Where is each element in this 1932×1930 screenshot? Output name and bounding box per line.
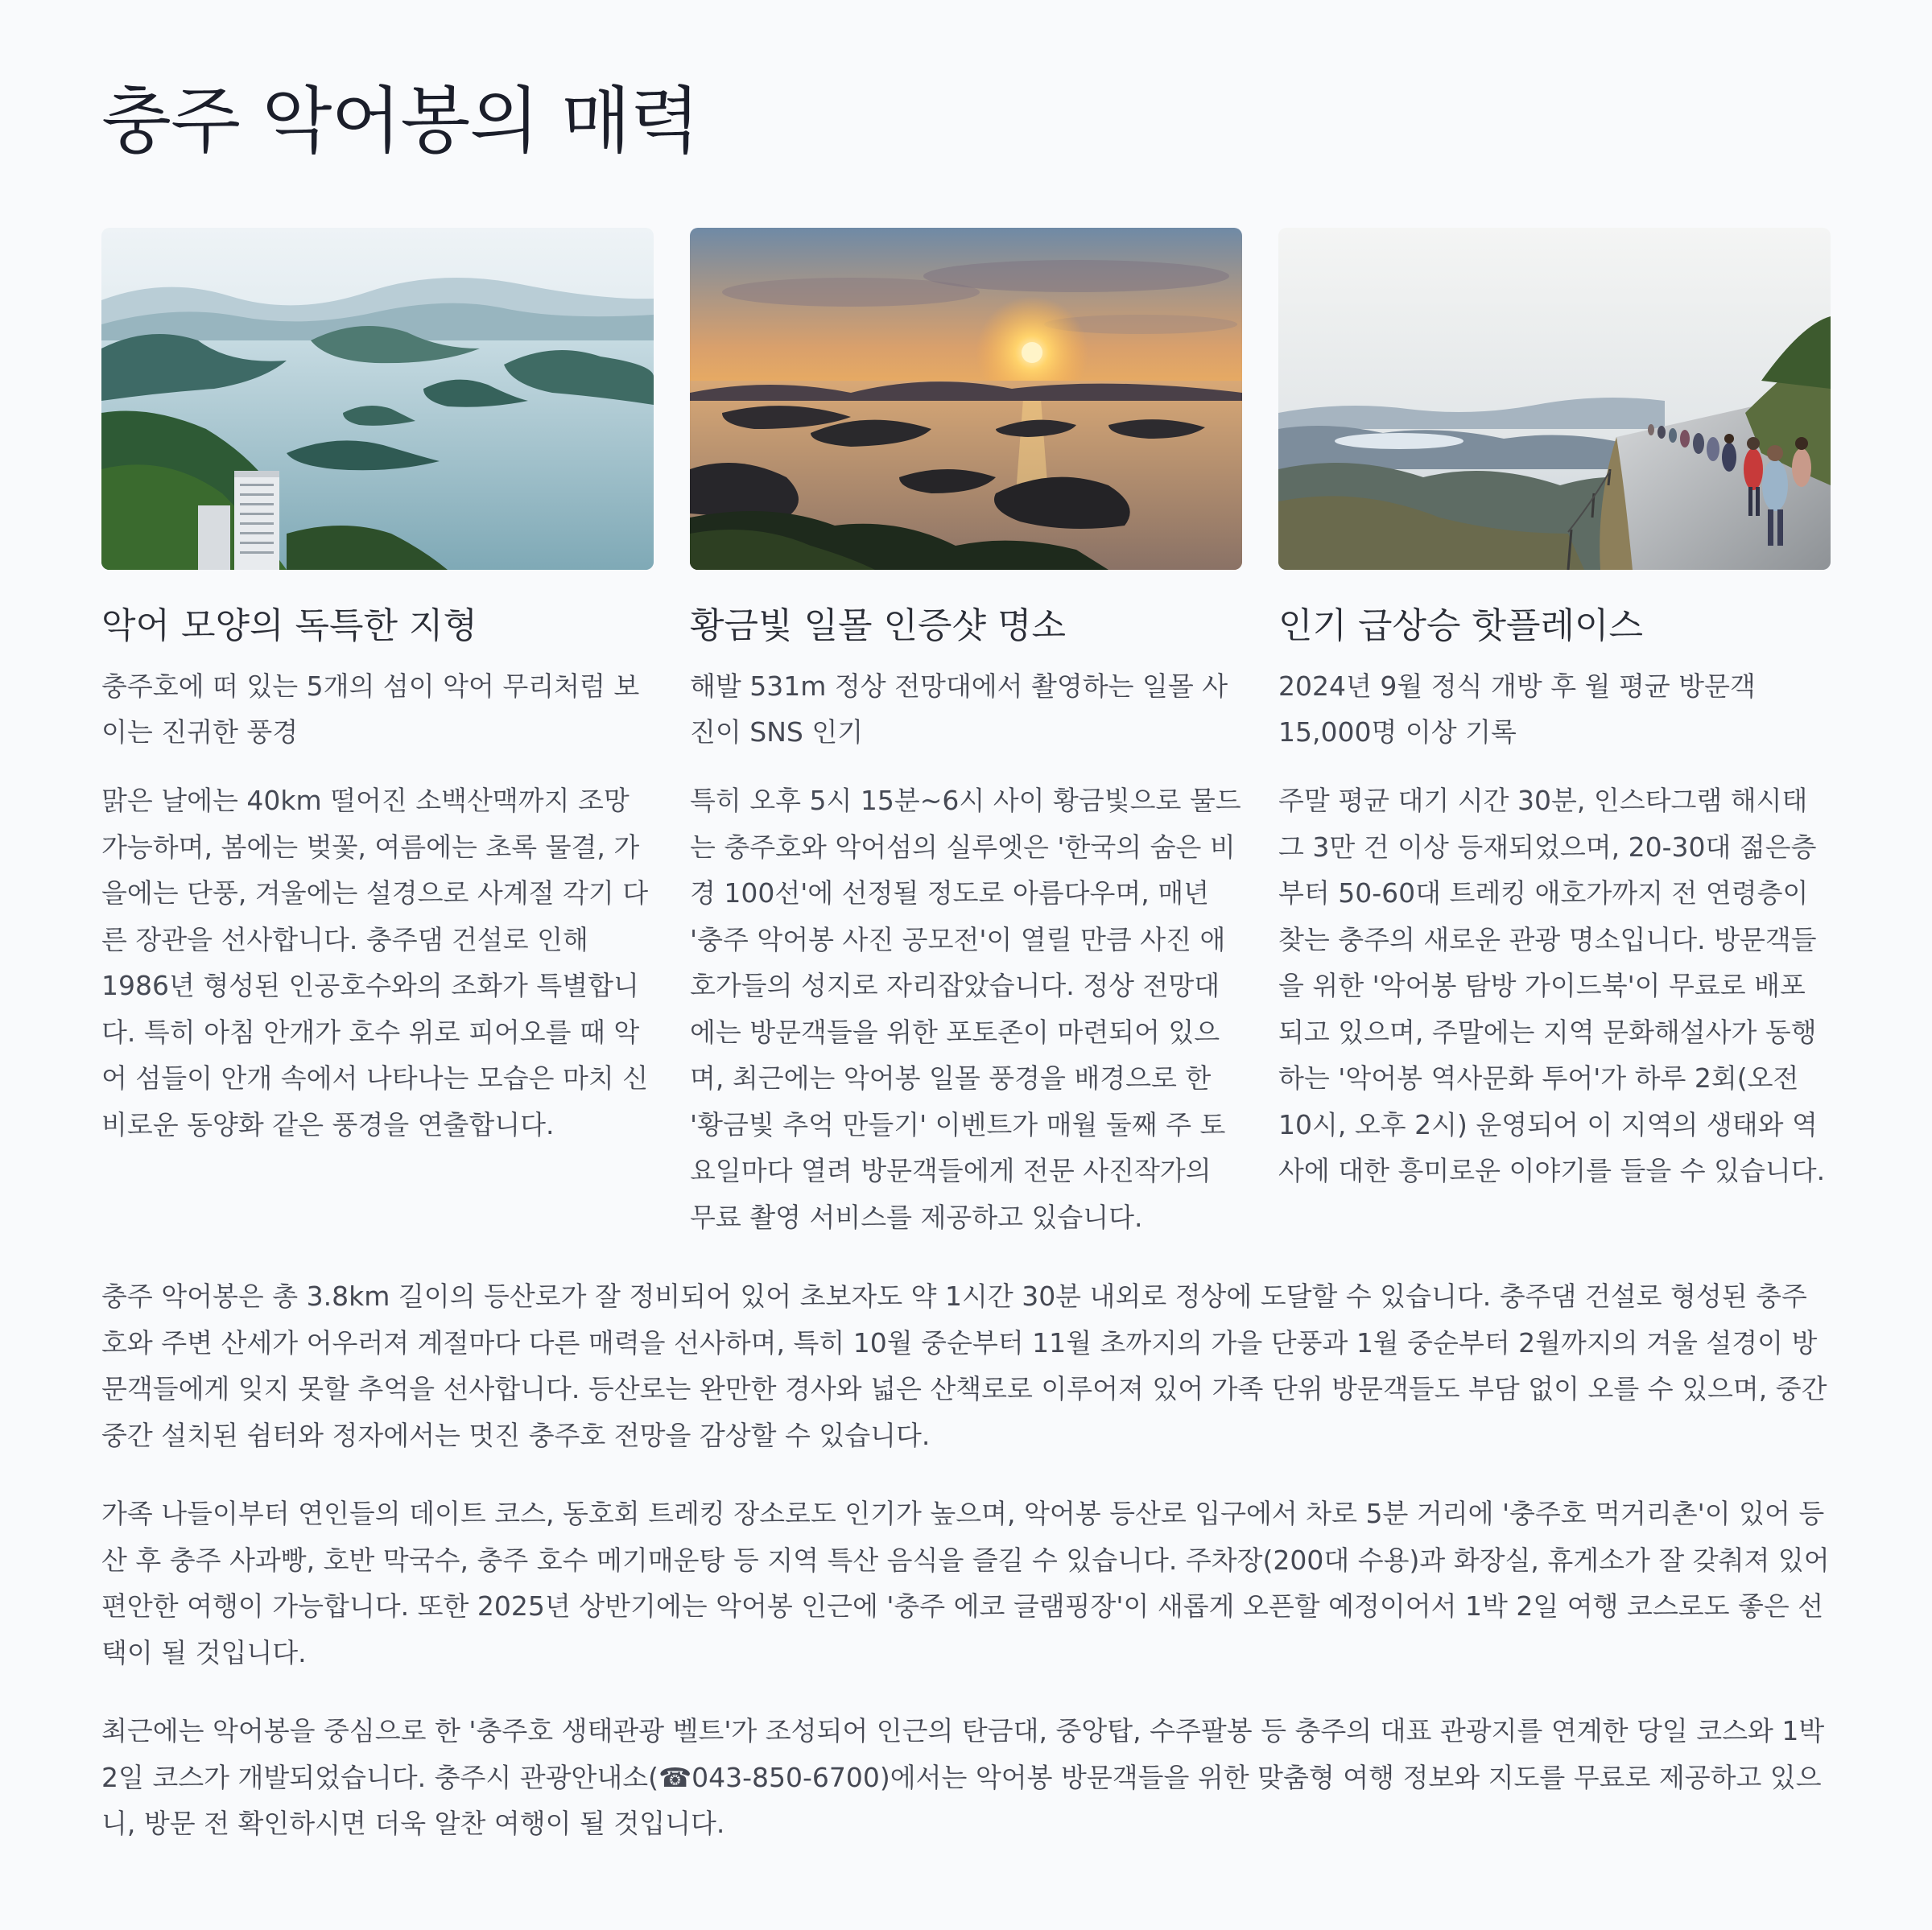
hikers-image [1278,228,1831,570]
sunset-image [690,228,1242,570]
card-title: 악어 모양의 독특한 지형 [101,605,477,646]
card-subtitle: 해발 531m 정상 전망대에서 촬영하는 일몰 사진이 SNS 인기 [690,670,1228,748]
feature-cards [101,228,1831,1250]
body-paragraphs [101,1273,1832,1879]
card-body: 주말 평균 대기 시간 30분, 인스타그램 해시태그 3만 건 이상 등재되었으며, 20-30대 젊은층부터 50-60대 트레킹 애호가까지 전 연령층이 찾는 충주의 새로운 관광 명소입니다. 방문객들을 위한 '악어봉 탐방 가이드북'이 무료로 배포되고 있으며, 주말에는 지역 문화해설사가 동행하는 '악어봉 역사문화 투어'가 하루 2회(오전 10시, 오후 2시) 운영되어 이 지역의 생태와 역사에 대한 흥미로운 이야기를 들을 수 있습니다. [1278,785,1826,1186]
feature-card [690,228,1242,1233]
hikers-on-trail-photo [1278,228,1831,570]
paragraph: 최근에는 악어봉을 중심으로 한 '충주호 생태관광 벨트'가 조성되어 인근의 탄금대, 중앙탑, 수주팔봉 등 충주의 대표 관광지를 연계한 당일 코스와 1박 2일 코스가 개발되었습니다. 충주시 관광안내소(☎043-850-6700)에서는 악어봉 방문객들을 위한 맞춤형 여행 정보와 지도를 무료로 제공하고 있으니, 방문 전 확인하시면 더욱 알찬 여행이 될 것입니다. [101,1715,1825,1839]
card-subtitle: 충주호에 떠 있는 5개의 섬이 악어 무리처럼 보이는 진귀한 풍경 [101,670,640,748]
card-body: 맑은 날에는 40km 떨어진 소백산맥까지 조망 가능하며, 봄에는 벚꽃, 여름에는 초록 물결, 가을에는 단풍, 겨울에는 설경으로 사계절 각기 다른 장관을 선사합니다. 충주댐 건설로 인해 1986년 형성된 인공호수와의 조화가 특별합니다. 특히 아침 안개가 호수 위로 피어오를 때 악어 섬들이 안개 속에서 나타나는 모습은 마치 신비로운 동양화 같은 풍경을 연출합니다. [101,785,649,1140]
feature-card [1278,228,1831,1186]
paragraph: 충주 악어봉은 총 3.8km 길이의 등산로가 잘 정비되어 있어 초보자도 약 1시간 30분 내외로 정상에 도달할 수 있습니다. 충주댐 건설로 형성된 충주호와 주변 산세가 어우러져 계절마다 다른 매력을 선사하며, 특히 10월 중순부터 11월 초까지의 가을 단풍과 1월 중순부터 2월까지의 겨울 설경이 방문객들에게 잊지 못할 추억을 선사합니다. 등산로는 완만한 경사와 넓은 산책로로 이루어져 있어 가족 단위 방문객들도 부담 없이 오를 수 있으며, 중간 중간 설치된 쉼터와 정자에서는 멋진 충주호 전망을 감상할 수 있습니다. [101,1280,1827,1451]
sunset-lake-islands-photo [690,228,1242,570]
card-title: 황금빛 일몰 인증샷 명소 [690,605,1066,646]
card-title: 인기 급상승 핫플레이스 [1278,605,1644,646]
page-title: 충주 악어봉의 매력 [101,79,700,163]
lake-islands-image [101,228,654,570]
lake-islands-misty-photo [101,228,654,570]
feature-card [101,228,654,1140]
paragraph: 가족 나들이부터 연인들의 데이트 코스, 동호회 트레킹 장소로도 인기가 높으며, 악어봉 등산로 입구에서 차로 5분 거리에 '충주호 먹거리촌'이 있어 등산 후 충주 사과빵, 호반 막국수, 충주 호수 메기매운탕 등 지역 특산 음식을 즐길 수 있습니다. 주차장(200대 수용)과 화장실, 휴게소가 잘 갖춰져 있어 편안한 여행이 가능합니다. 또한 2025년 상반기에는 악어봉 인근에 '충주 에코 글램핑장'이 새롭게 오픈할 예정이어서 1박 2일 여행 코스로도 좋은 선택이 될 것입니다. [101,1498,1830,1668]
card-subtitle: 2024년 9월 정식 개방 후 월 평균 방문객 15,000명 이상 기록 [1278,670,1756,748]
card-body: 특히 오후 5시 15분~6시 사이 황금빛으로 물드는 충주호와 악어섬의 실루엣은 '한국의 숨은 비경 100선'에 선정될 정도로 아름다우며, 매년 '충주 악어봉 사진 공모전'이 열릴 만큼 사진 애호가들의 성지로 자리잡았습니다. 정상 전망대에는 방문객들을 위한 포토존이 마련되어 있으며, 최근에는 악어봉 일몰 풍경을 배경으로 한 '황금빛 추억 만들기' 이벤트가 매월 둘째 주 토요일마다 열려 방문객들에게 전문 사진작가의 무료 촬영 서비스를 제공하고 있습니다. [690,785,1241,1233]
